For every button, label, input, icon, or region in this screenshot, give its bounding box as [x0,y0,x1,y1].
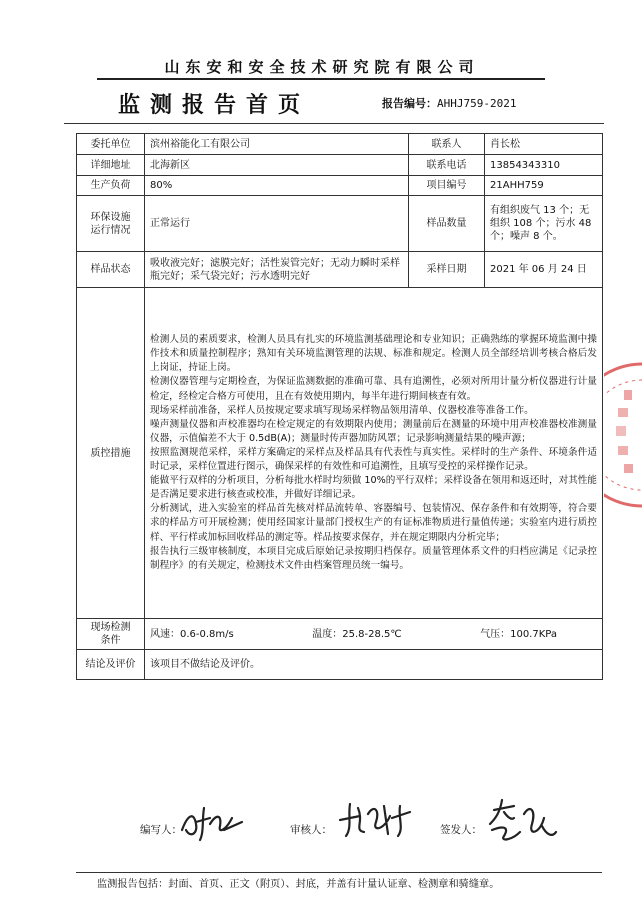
top-divider [64,123,604,124]
qc-paragraph: 噪声测量仪器和声校准器均在检定规定的有效期限内使用；测量前后在测量的环境中用声校准器校准测量仪器，示值偏差不大于 0.5dB(A)；测量时传声器加防风罩；记录影响测量结果的噪声源； [150,418,597,444]
reviewer-signature [334,796,414,840]
row-state [77,252,603,288]
wind-speed: 风速：0.6-0.8m/s [150,628,234,640]
env-label-line2: 运行情况 [90,224,131,236]
row-address [77,155,603,176]
report-table [76,133,603,680]
qc-paragraph: 按照监测规范采样，采样方案确定的采样点及样品具有代表性与真实性。采样时的生产条件、环境条件适时记录，采样位置进行图示，确保采样的有效性和可追溯性，且填写受控的采样操作记录。 [150,446,597,473]
conclusion-label: 结论及评价 [77,650,145,680]
bottom-divider [76,872,602,873]
row-client [77,134,603,155]
field-label-line2: 条件 [100,635,121,646]
row-load [77,176,603,196]
compiler-signature [176,800,248,844]
address-value: 北海新区 [145,155,409,176]
qc-paragraph: 检测人员的素质要求，检测人员具有扎实的环境监测基础理论和专业知识；正确熟练的掌握环境监测中操作技术和质量控制程序；熟知有关环境监测管理的法规、标准和规定。检测人员全部经培训考核合格后发上岗证，持证上岗。 [150,334,597,374]
project-no-label: 项目编号 [409,176,485,196]
date-label: 采样日期 [409,252,485,288]
qc-paragraph: 检测仪器管理与定期检查，为保证监测数据的准确可靠、具有追溯性，必须对所用计量分析仪器进行计量检定，经检定合格方可使用，且在有效使用期内，每半年进行期间核查有效。 [150,376,597,402]
qc-paragraph: 能做平行双样的分析项目，分析每批水样时均须做 10%的平行双样；采样设备在领用和返还时，对其性能是否满足要求进行核查或校准，并做好详细记录。 [150,475,597,501]
approver-signature [484,796,560,844]
load-label: 生产负荷 [77,176,145,196]
date-value: 2021 年 06 月 24 日 [485,252,603,288]
qc-label: 质控措施 [77,288,145,619]
field-conditions [145,619,603,650]
report-number [382,95,516,111]
count-value: 有组织废气 13 个；无组织 108 个；污水 48 个；噪声 8 个。 [485,196,603,252]
env-label [77,196,145,252]
phone-label: 联系电话 [409,155,485,176]
qc-paragraph: 报告执行三级审核制度，本项目完成后原始记录按期归档保存。质量管理体系文件的归档应满足《记录控制程序》的有关规定，检测技术文件由档案管理员统一编号。 [150,545,597,571]
address-label: 详细地址 [77,155,145,176]
report-number-value: AHHJ759-2021 [437,97,517,110]
state-label: 样品状态 [77,252,145,288]
field-label-line1: 现场检测 [90,622,131,633]
qc-paragraph: 分析测试，进入实验室的样品首先核对样品流转单、容器编号、包装情况、保存条件和有效期等，符合要求的样品方可开展检测；使用经国家计量部门授权生产的有证标准物质进行量值传递；实验室内进行质控样、平行样或加标回收样品的测定等。样品按要求保存，并在规定期限内分析完毕； [150,503,597,543]
compiler-label: 编写人： [140,824,182,836]
reviewer-label: 审核人： [290,824,332,836]
field-label [77,619,145,650]
client-value: 滨州裕能化工有限公司 [145,134,409,155]
temperature: 温度：25.8-28.5℃ [312,628,402,640]
contact-label: 联系人 [409,134,485,155]
row-field-conditions [77,619,603,650]
contact-value: 肖长松 [485,134,603,155]
approver-label: 签发人： [440,824,482,836]
red-seal-stamp [604,360,644,510]
footer-note: 监测报告包括：封面、首页、正文（附页）、封底，并盖有计量认证章、检测章和骑缝章。 [97,879,500,890]
client-label: 委托单位 [77,134,145,155]
page-title: 监测报告首页 [118,93,311,118]
project-no-value: 21AHH759 [485,176,603,196]
state-value: 吸收液完好；滤膜完好；活性炭管完好；无动力瞬时采样瓶完好；采气袋完好；污水透明完好 [145,252,409,288]
row-conclusion [77,650,603,680]
phone-value: 13854343310 [485,155,603,176]
row-qc [77,288,603,619]
report-number-label: 报告编号： [382,97,437,110]
header-rule [97,78,545,80]
air-pressure: 气压：100.7KPa [480,628,557,640]
load-value: 80% [145,176,409,196]
env-value: 正常运行 [145,196,409,252]
conclusion-value: 该项目不做结论及评价。 [145,650,603,680]
qc-paragraph: 现场采样前准备，采样人员按规定要求填写现场采样物品领用清单、仪器校准等准备工作。 [150,404,534,416]
count-label: 样品数量 [409,196,485,252]
company-name: 山东安和安全技术研究院有限公司 [164,58,480,76]
qc-content [145,288,603,619]
env-label-line1: 环保设施 [90,211,131,223]
row-env [77,196,603,252]
